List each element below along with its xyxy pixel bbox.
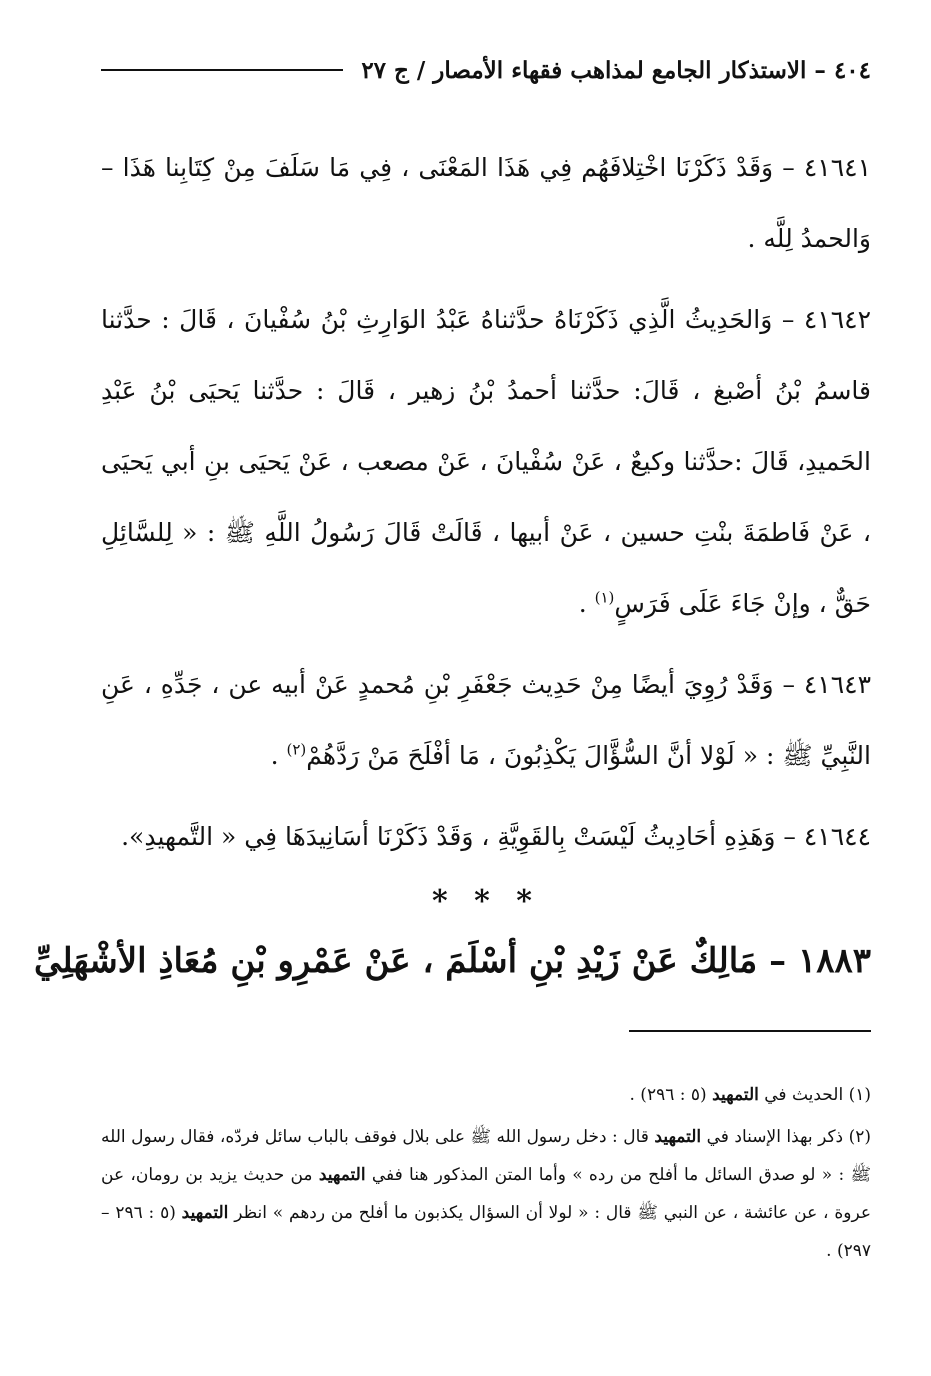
paragraph-41644 bbox=[101, 801, 871, 872]
footnote-text: (٥ : ٢٩٦ – ٢٩٧) . bbox=[101, 1203, 871, 1261]
paragraph-text: – وَقَدْ ذَكَرْنَا اخْتِلافَهُم فِي هَذَا المَعْنَى ، فِي مَا سَلَفَ مِنْ كِتَابِنا هَذَا – وَالحمدُ لِلَّه . bbox=[101, 153, 871, 253]
book-title: التمهيد bbox=[318, 1165, 366, 1185]
paragraph-41643 bbox=[101, 649, 871, 791]
footnotes bbox=[101, 1076, 871, 1274]
book-title: التمهيد bbox=[181, 1203, 229, 1223]
paragraph-text: – وَالحَدِيثُ الَّذِي ذَكَرْنَاهُ حدَّثناهُ عَبْدُ الوَارِثِ بْنُ سُفْيانَ ، قَالَ : حدَّثنا قاسمُ بْنُ أصْبغ ، قَالَ: حدَّثنا أحمدُ بْنُ زهير ، قَالَ : حدَّثنا يَحيَى بْنُ عَبْدِ الحَميدِ، قَالَ :حدَّثنا وكيعٌ ، عَنْ سُفْيانَ ، عَنْ مصعب ، عَنْ يَحيَى بنِ أبي يَحيَى ، عَنْ فَاطمَةَ بنْتِ حسين ، عَنْ أبيها ، قَالَتْ قَالَ رَسُولُ اللَّهِ ﷺ : « لِلسَّائِلِ حَقٌّ ، وإنْ جَاءَ عَلَى فَرَسٍ bbox=[101, 305, 871, 618]
footnote-text: (١) الحديث في bbox=[758, 1085, 871, 1105]
paragraph-number: ٤١٦٤٤ bbox=[803, 822, 871, 851]
paragraph-41642 bbox=[101, 284, 871, 639]
book-title: التمهيد bbox=[654, 1127, 702, 1147]
paragraph-number: ٤١٦٤٢ bbox=[803, 305, 871, 334]
footnote-ref[interactable]: (٢) bbox=[286, 740, 307, 759]
paragraph-tail: . bbox=[578, 589, 595, 618]
running-header bbox=[101, 50, 871, 90]
footnote-1 bbox=[101, 1076, 871, 1114]
header-title: ٤٠٤ – الاستذكار الجامع لمذاهب فقهاء الأمصار / ج ٢٧ bbox=[361, 56, 871, 84]
book-title: التمهيد bbox=[712, 1085, 759, 1105]
paragraph-text: – وَقَدْ رُوِيَ أيضًا مِنْ حَدِيث جَعْفَرِ بْنِ مُحمدٍ عَنْ أبيه عن ، جَدِّهِ ، عَنِ النَّبِيِّ ﷺ : « لَوْلا أنَّ السُّؤَّالَ يَكْذِبُونَ ، مَا أفْلَحَ مَنْ رَدَّهُمْ bbox=[101, 670, 871, 770]
footnote-text: قال : دخل رسول الله ﷺ على بلال فوقف بالباب سائل فردّه، فقال رسول الله ﷺ : « لو صدق السائل ما أفلح من رده » وأما المتن المذكور هنا ففي bbox=[101, 1127, 871, 1185]
footnote-ref[interactable]: (١) bbox=[594, 588, 615, 607]
footnote-rule bbox=[629, 1030, 871, 1032]
footnote-text: (٥ : ٢٩٦) . bbox=[629, 1085, 713, 1105]
paragraph-number: ٤١٦٤١ bbox=[803, 153, 871, 182]
section-separator: * * * bbox=[432, 884, 540, 919]
paragraph-number: ٤١٦٤٣ bbox=[803, 670, 871, 699]
paragraph-tail: . bbox=[270, 741, 287, 770]
chapter-heading: ١٨٨٣ – مَالِكٌ عَنْ زَيْدِ بْنِ أسْلَمَ ، عَنْ عَمْرِو بْنِ مُعَاذِ الأشْهَلِيِّ bbox=[33, 941, 871, 981]
header-rule bbox=[101, 69, 343, 71]
paragraph-41641 bbox=[101, 132, 871, 274]
footnote-text: (٢) ذكر بهذا الإسناد في bbox=[701, 1127, 872, 1147]
footnote-2 bbox=[101, 1118, 871, 1270]
footnote-text: من حديث يزيد بن رومان، عن عروة ، عن عائشة ، عن النبي ﷺ قال : « لولا أن السؤال يكذبون ما أفلح من ردهم » انظر bbox=[101, 1165, 871, 1223]
paragraph-text: – وَهَذِهِ أحَادِيثُ لَيْسَتْ بِالقَوِيَّةِ ، وَقَدْ ذَكَرْنَا أسَانِيدَهَا فِي « التَّمهيدِ». bbox=[121, 822, 804, 851]
main-text bbox=[33, 132, 871, 996]
